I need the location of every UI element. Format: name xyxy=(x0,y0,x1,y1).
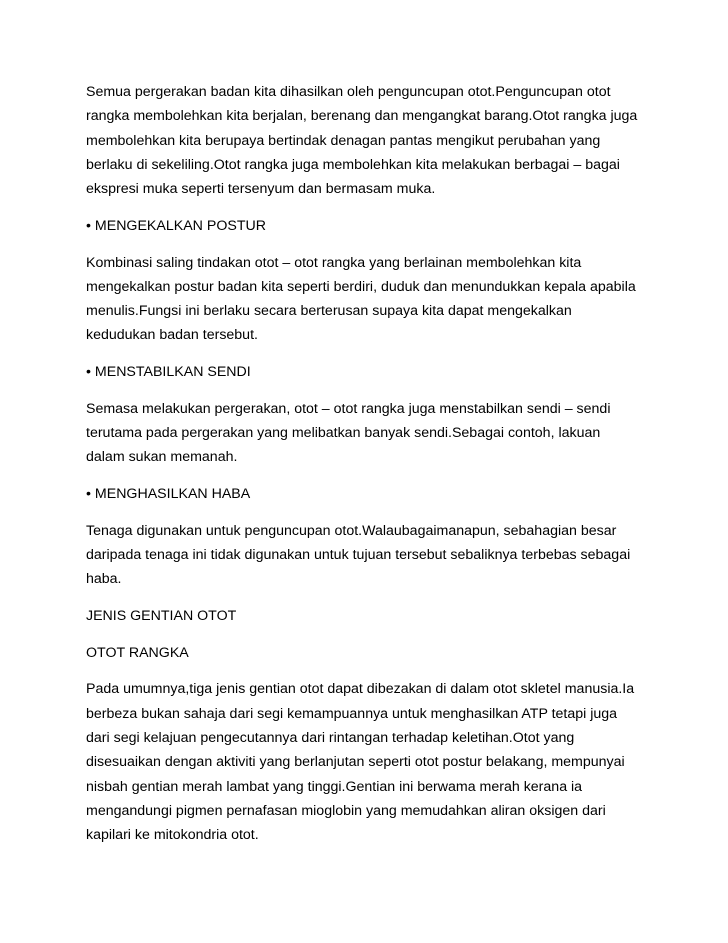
text-line: Semasa melakukan pergerakan, otot – otot rangka juga menstabilkan sendi – sendi xyxy=(86,400,611,417)
text-line: mengandungi pigmen pernafasan mioglobin yang memudahkan aliran oksigen dari xyxy=(86,802,606,819)
text-line: nisbah gentian merah lambat yang tinggi.Gentian ini berwama merah kerana ia xyxy=(86,778,583,795)
text-line: membolehkan kita berupaya bertindak denagan pantas mengikut perubahan yang xyxy=(86,132,601,149)
text-line: Semua pergerakan badan kita dihasilkan oleh penguncupan otot.Penguncupan otot xyxy=(86,84,611,100)
text-line: Kombinasi saling tindakan otot – otot rangka yang berlainan membolehkan kita xyxy=(86,254,582,271)
paragraph-intro xyxy=(86,80,646,201)
text-line: Pada umumnya,tiga jenis gentian otot dapat dibezakan di dalam otot skletel manusia.Ia xyxy=(86,681,635,698)
heading-otot-rangka: OTOT RANGKA xyxy=(86,644,189,661)
heading-jenis-gentian-otot: JENIS GENTIAN OTOT xyxy=(86,608,237,625)
text-line: berbeza bukan sahaja dari segi kemampuannya untuk menghasilkan ATP tetapi juga xyxy=(86,705,618,722)
heading-menstabilkan-sendi: • MENSTABILKAN SENDI xyxy=(86,364,251,381)
text-line: rangka membolehkan kita berjalan, berenang dan mengangkat barang.Otot rangka juga xyxy=(86,108,638,125)
text-line: dalam sukan memanah. xyxy=(86,449,238,466)
text-line: daripada tenaga ini tidak digunakan untuk tujuan tersebut sebaliknya terbebas sebagai xyxy=(86,547,631,564)
text-line: haba. xyxy=(86,571,122,588)
paragraph-haba xyxy=(86,519,646,592)
text-line: disesuaikan dengan aktiviti yang berlanjutan seperti otot postur belakang, mempunyai xyxy=(86,754,625,771)
text-line: kedudukan badan tersebut. xyxy=(86,327,258,344)
text-line: Tenaga digunakan untuk penguncupan otot.Walaubagaimanapun, sebahagian besar xyxy=(86,522,617,539)
text-line: mengekalkan postur badan kita seperti berdiri, duduk dan menundukkan kepala apabila xyxy=(86,278,636,295)
heading-menghasilkan-haba: • MENGHASILKAN HABA xyxy=(86,486,251,503)
text-line: ekspresi muka seperti tersenyum dan bermasam muka. xyxy=(86,181,436,198)
text-line: dari segi kelajuan pengecutannya dari rintangan terhadap keletihan.Otot yang xyxy=(86,730,575,747)
text-line: menulis.Fungsi ini berlaku secara berterusan supaya kita dapat mengekalkan xyxy=(86,303,572,320)
heading-mengekalkan-postur: • MENGEKALKAN POSTUR xyxy=(86,217,266,234)
paragraph-postur xyxy=(86,251,646,348)
document-page xyxy=(86,80,646,860)
text-line: terutama pada pergerakan yang melibatkan banyak sendi.Sebagai contoh, lakuan xyxy=(86,425,601,442)
text-line: kapilari ke mitokondria otot. xyxy=(86,827,259,844)
paragraph-gentian xyxy=(86,677,646,847)
text-line: berlaku di sekeliling.Otot rangka juga membolehkan kita melakukan berbagai – bagai xyxy=(86,156,620,173)
paragraph-sendi xyxy=(86,397,646,470)
